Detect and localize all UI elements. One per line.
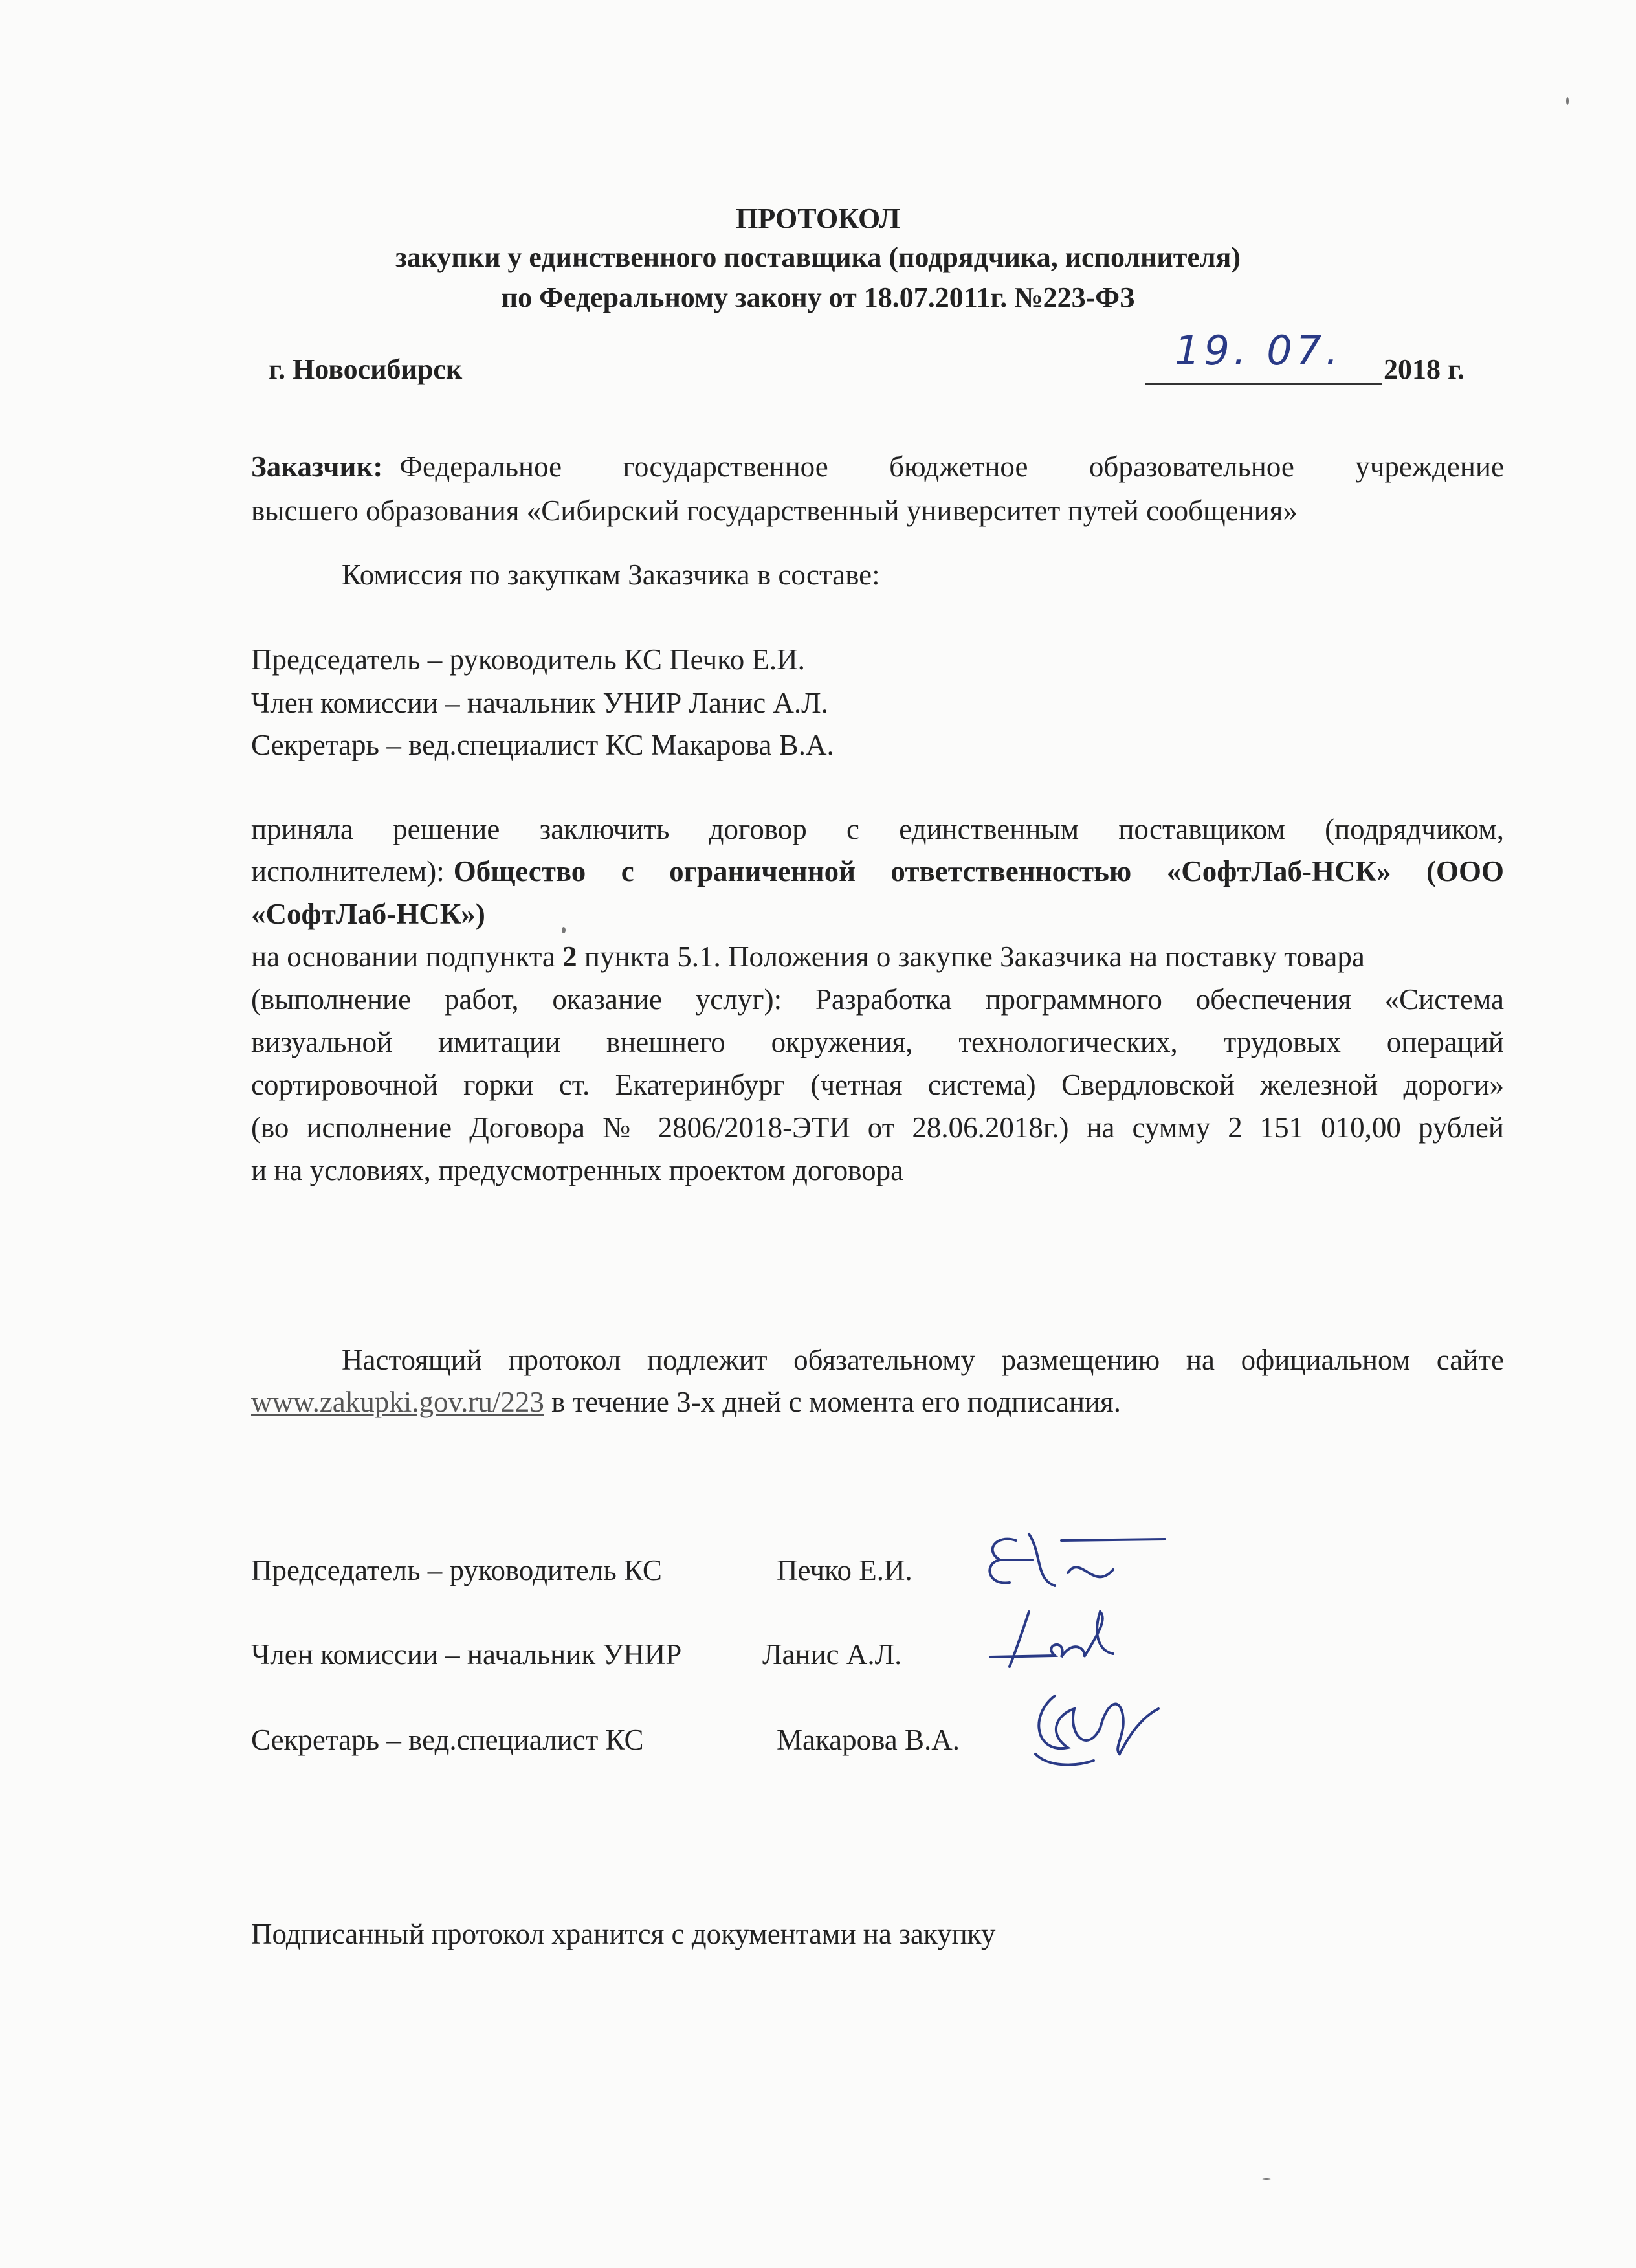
publication-line-1: Настоящий протокол подлежит обязательному размещению на официальном сайте (342, 1344, 1504, 1376)
basis-rest: пункта 5.1. Положения о закупке Заказчика на поставку товара (584, 940, 1365, 973)
decision-line-1: приняла решение заключить договор с единственным поставщиком (подрядчиком, (251, 813, 1504, 845)
publication-rest: в течение 3-х дней с момента его подписания. (551, 1386, 1121, 1418)
scan-speck (562, 927, 566, 933)
contractor-short-name: «СофтЛаб-НСК») (251, 898, 485, 930)
commission-member-1: Председатель – руководитель КС Печко Е.И. (251, 643, 805, 676)
decision-line-6: визуальной имитации внешнего окружения, технологических, трудовых операций (251, 1026, 1504, 1058)
signature-role-3: Секретарь – вед.специалист КС (251, 1724, 644, 1756)
signature-name-3: Макарова В.А. (777, 1724, 960, 1756)
decision-line-5: (выполнение работ, оказание услуг): Разработка программного обеспечения «Система (251, 983, 1504, 1016)
decision-line-2 (251, 854, 1504, 888)
decision-prefix: исполнителем): (251, 855, 445, 887)
city: г. Новосибирск (269, 353, 463, 385)
contractor-name: Общество с ограниченной ответственностью «СофтЛаб-НСК» (ООО (453, 855, 1504, 887)
basis-subclause: 2 (562, 940, 577, 973)
signature-role-2: Член комиссии – начальник УНИР (251, 1638, 682, 1671)
decision-basis (251, 940, 1365, 973)
customer-label: Заказчик: (251, 450, 383, 483)
signature-lanis (977, 1592, 1145, 1689)
decision-line-7: сортировочной горки ст. Екатеринбург (четная система) Свердловской железной дороги» (251, 1069, 1504, 1101)
decision-line-9: и на условиях, предусмотренных проектом договора (251, 1154, 904, 1186)
customer-text-2: высшего образования «Сибирский государственный университет путей сообщения» (251, 495, 1298, 527)
commission-member-2: Член комиссии – начальник УНИР Ланис А.Л. (251, 687, 828, 719)
signature-name-2: Ланис А.Л. (762, 1638, 902, 1671)
customer-line-1 (251, 450, 1504, 484)
scan-speck (1566, 97, 1569, 105)
signature-role-1: Председатель – руководитель КС (251, 1554, 662, 1586)
date-year: 2018 г. (1384, 353, 1465, 385)
signature-makarova (1010, 1676, 1178, 1786)
commission-member-3: Секретарь – вед.специалист КС Макарова В.А. (251, 729, 834, 761)
signature-name-1: Печко Е.И. (777, 1554, 912, 1586)
scan-speck (1262, 2178, 1271, 2180)
document-subtitle-1: закупки у единственного поставщика (подрядчика, исполнителя) (395, 241, 1241, 273)
document-subtitle-2: по Федеральному закону от 18.07.2011г. №223-ФЗ (501, 282, 1135, 313)
decision-line-8: (во исполнение Договора № 2806/2018-ЭТИ от 28.06.2018г.) на сумму 2 151 010,00 рублей (251, 1111, 1504, 1144)
basis-prefix: на основании подпункта (251, 940, 555, 973)
commission-intro: Комиссия по закупкам Заказчика в составе: (342, 559, 880, 591)
customer-text-1: Федеральное государственное бюджетное образовательное учреждение (399, 450, 1504, 483)
footer-note: Подписанный протокол хранится с документами на закупку (251, 1918, 996, 1950)
handwritten-date: 19. 07. (1175, 327, 1342, 374)
procurement-site-link[interactable]: www.zakupki.gov.ru/223 (251, 1386, 544, 1418)
publication-line-2 (251, 1385, 1121, 1419)
document-title: ПРОТОКОЛ (736, 203, 900, 234)
